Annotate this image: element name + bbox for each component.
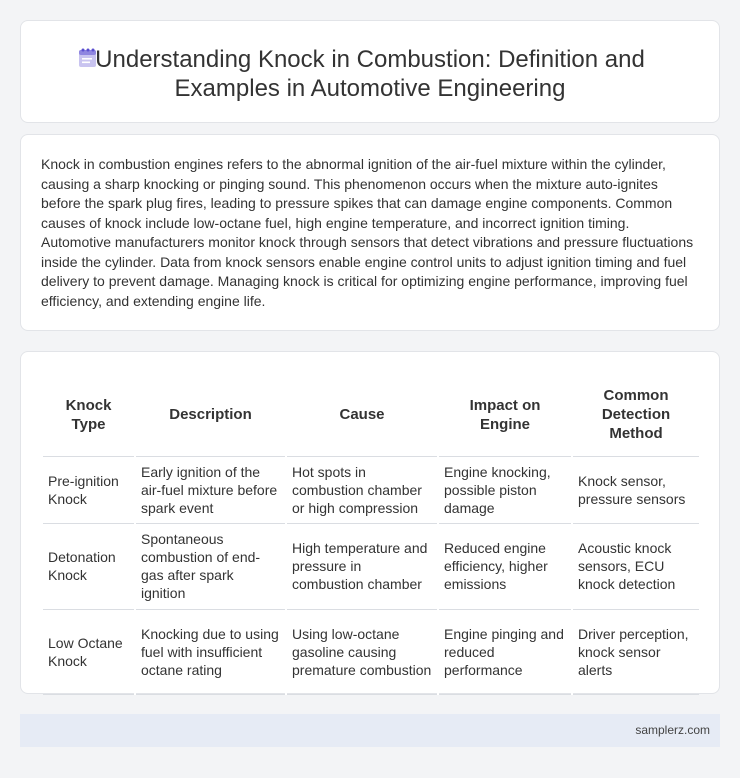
table-cell: Low Octane Knock xyxy=(43,609,135,694)
table-row xyxy=(43,609,699,694)
knock-types-table xyxy=(43,374,699,695)
column-header: Knock Type xyxy=(43,374,135,456)
table-cell: Engine knocking, possible piston damage xyxy=(438,456,572,523)
page-title-line-2: Examples in Automotive Engineering xyxy=(174,75,566,102)
footer xyxy=(20,714,720,747)
table-cell: Spontaneous combustion of end-gas after spark ignition xyxy=(135,523,286,609)
footer-site-link[interactable]: samplerz.com xyxy=(635,723,710,737)
page-title xyxy=(21,45,719,103)
table-cell: Using low-octane gasoline causing premature combustion xyxy=(286,609,438,694)
page-title-line-1: Understanding Knock in Combustion: Definition and xyxy=(95,46,645,73)
table-cell: Reduced engine efficiency, higher emissions xyxy=(438,523,572,609)
column-header: Impact on Engine xyxy=(438,374,572,456)
table-row xyxy=(43,456,699,523)
table-cell: Pre-ignition Knock xyxy=(43,456,135,523)
intro-card xyxy=(20,134,720,331)
intro-paragraph: Knock in combustion engines refers to the abnormal ignition of the air-fuel mixture within the cylinder, causing a sharp knocking or pinging sound. This phenomenon occurs when the mixture auto-ignites before the spark plug fires, leading to pressure spikes that can damage engine components. Common causes of knock include low-octane fuel, high engine temperature, and incorrect ignition timing. Automotive manufacturers monitor knock through sensors that detect vibrations and pressure fluctuations inside the cylinder. Data from knock sensors enable engine control units to adjust ignition timing and fuel delivery to prevent damage. Managing knock is critical for optimizing engine performance, improving fuel efficiency, and extending engine life. xyxy=(41,156,694,309)
table-cell: Hot spots in combustion chamber or high compression xyxy=(286,456,438,523)
table-cell: Engine pinging and reduced performance xyxy=(438,609,572,694)
table-cell: Driver perception, knock sensor alerts xyxy=(572,609,699,694)
table-cell: Acoustic knock sensors, ECU knock detection xyxy=(572,523,699,609)
table-cell: Knock sensor, pressure sensors xyxy=(572,456,699,523)
table-cell: High temperature and pressure in combustion chamber xyxy=(286,523,438,609)
table-cell: Knocking due to using fuel with insufficient octane rating xyxy=(135,609,286,694)
title-card xyxy=(20,20,720,123)
column-header: Description xyxy=(135,374,286,456)
column-header: Common Detection Method xyxy=(572,374,699,456)
table-card xyxy=(20,351,720,694)
table-header-row xyxy=(43,374,699,456)
table-cell: Early ignition of the air-fuel mixture before spark event xyxy=(135,456,286,523)
table-cell: Detonation Knock xyxy=(43,523,135,609)
column-header: Cause xyxy=(286,374,438,456)
table-row xyxy=(43,523,699,609)
